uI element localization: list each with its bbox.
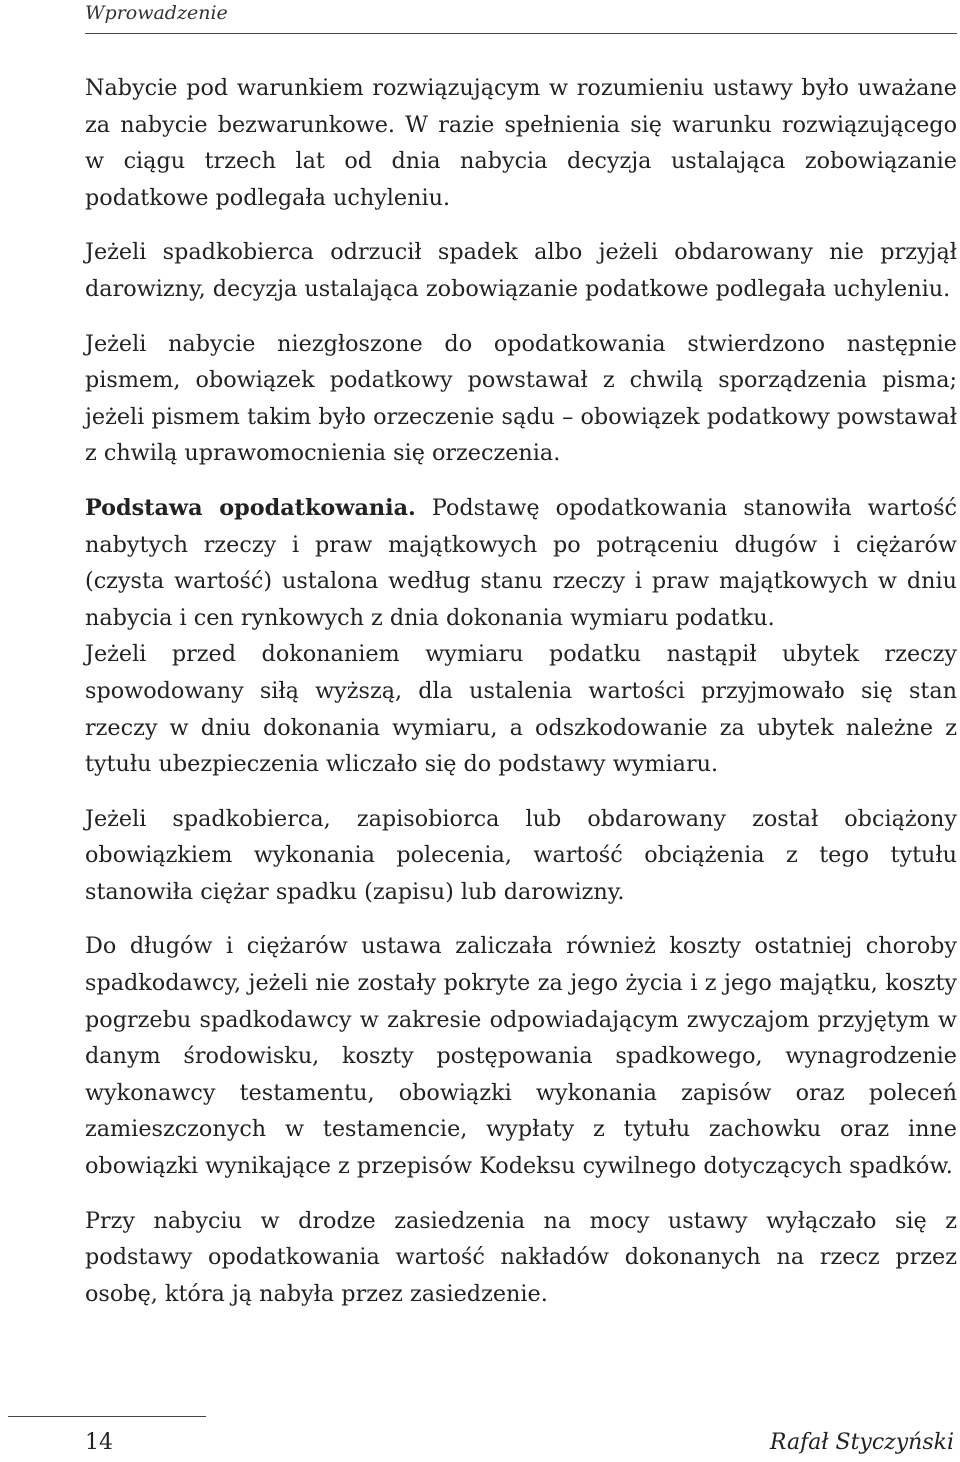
footer-divider bbox=[8, 1416, 206, 1417]
chapter-title: Wprowadzenie bbox=[85, 2, 228, 24]
section-lead-text: Podstawę opodatkowania stanowiła wartość nabytych rzeczy i praw majątkowych po potrąceniu długów i ciężarów (czysta wartość) ustalona według stanu rzeczy i praw majątkowych w dniu nabycia i cen rynkowych z dnia dokonania wymiaru podatku. bbox=[85, 494, 958, 631]
paragraph: Przy nabyciu w drodze zasiedzenia na mocy ustawy wyłączało się z podstawy opodatkowania wartość nakładów dokonanych na rzecz przez osobę, która ją nabyła przez zasiedzenie. bbox=[85, 1207, 957, 1307]
page-number: 14 bbox=[85, 1430, 113, 1455]
section-heading: Podstawa opodatkowania. bbox=[85, 494, 416, 521]
paragraph: Jeżeli przed dokonaniem wymiaru podatku nastąpił ubytek rzeczy spowodowany siłą wyższą, dla ustalenia wartości przyjmowało się stan rzeczy w dniu dokonania wymiaru, a odszkodowanie za ubytek należne z tytułu ubezpieczenia wliczało się do podstawy wymiaru. bbox=[85, 641, 957, 778]
running-header bbox=[85, 0, 957, 34]
paragraph: Do długów i ciężarów ustawa zaliczała również koszty ostatniej choroby spadkodawcy, jeżeli nie zostały pokryte za jego życia i z jego majątku, koszty pogrzebu spadkodawcy w zakresie odpowiadającym zwyczajom przyjętym w danym środowisku, koszty postępowania spadkowego, wynagrodzenie wykonawcy testamentu, obowiązki wykonania zapisów oraz poleceń zamieszczonych w testamencie, wypłaty z tytułu zachowku oraz inne obowiązki wynikające z przepisów Kodeksu cywilnego dotyczących spadków. bbox=[85, 933, 957, 1180]
page-body bbox=[85, 70, 957, 1330]
paragraph: Jeżeli nabycie niezgłoszone do opodatkowania stwierdzono następnie pismem, obowiązek podatkowy powstawał z chwilą sporządzenia pisma; jeżeli pismem takim było orzeczenie sądu – obowiązek podatkowy powstawał z chwilą uprawomocnienia się orzeczenia. bbox=[85, 330, 957, 467]
author-name: Rafał Styczyński bbox=[769, 1430, 954, 1455]
paragraph: Jeżeli spadkobierca odrzucił spadek albo jeżeli obdarowany nie przyjął darowizny, decyzja ustalająca zobowiązanie podatkowe podlegała uchyleniu. bbox=[85, 239, 957, 302]
paragraph: Jeżeli spadkobierca, zapisobiorca lub obdarowany został obciążony obowiązkiem wykonania polecenia, wartość obciążenia z tego tytułu stanowiła ciężar spadku (zapisu) lub darowizny. bbox=[85, 805, 957, 905]
section-paragraph bbox=[85, 490, 957, 636]
paragraph: Nabycie pod warunkiem rozwiązującym w rozumieniu ustawy było uważane za nabycie bezwarunkowe. W razie spełnienia się warunku rozwiązującego w ciągu trzech lat od dnia nabycia decyzja ustalająca zobowiązanie podatkowe podlegała uchyleniu. bbox=[85, 75, 957, 211]
